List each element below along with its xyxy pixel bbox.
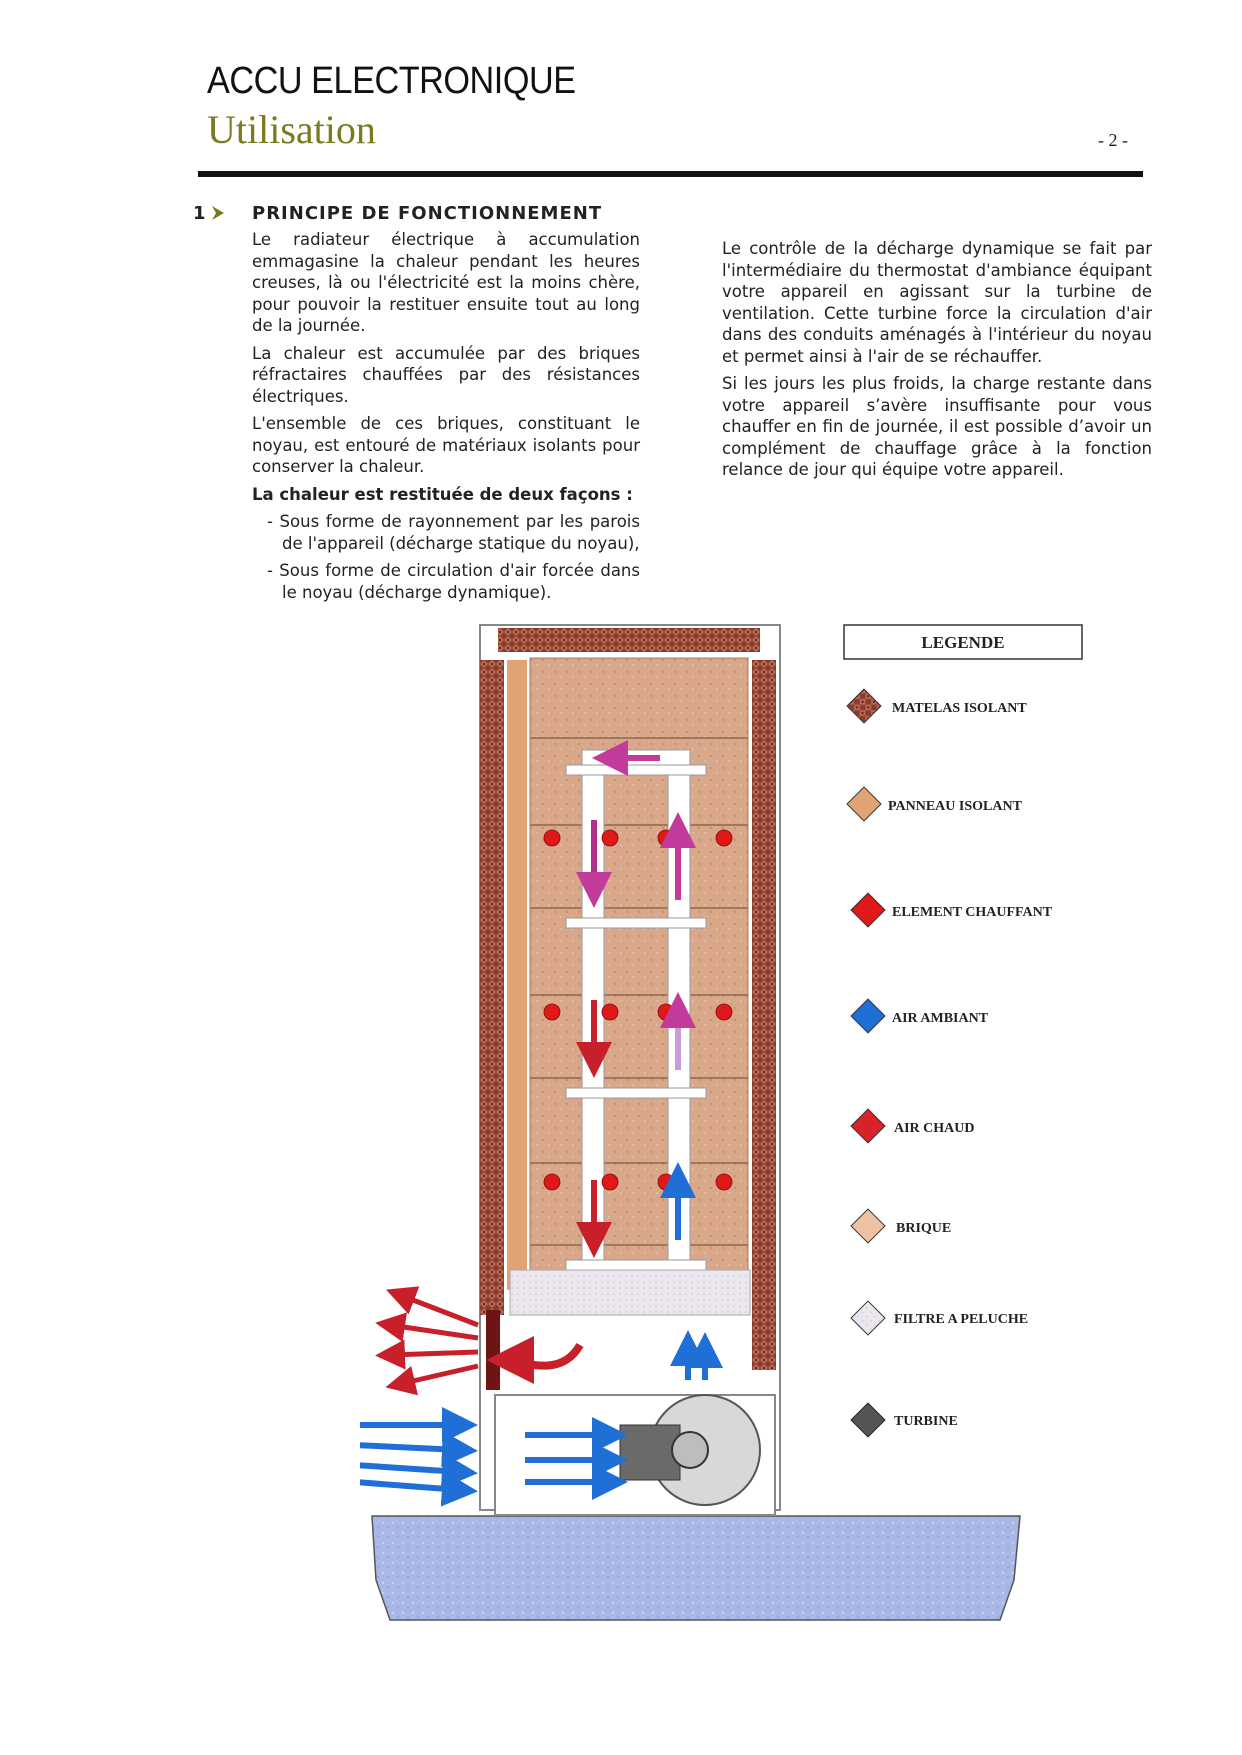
paragraph: L'ensemble de ces briques, constituant le noyau, est entouré de matériaux isolants pour conserver la chaleur. [252, 414, 640, 476]
legend-item [851, 999, 989, 1033]
panneau-isolant-icon [847, 787, 881, 821]
lint-filter [510, 1270, 750, 1315]
page-number: - 2 - [1098, 130, 1128, 150]
top-insulation [498, 628, 760, 652]
svg-text:AIR AMBIANT: AIR AMBIANT [892, 1011, 989, 1026]
document-subtitle: Utilisation [207, 107, 376, 152]
paragraph: Le radiateur électrique à accumulation emmagasine la chaleur pendant les heures creuses, là ou l'électricité est la moins chère, pour pouvoir la restituer ensuite tout au long de la journée. [252, 230, 640, 335]
insulation-panel [507, 660, 527, 1290]
document-title: ACCU ELECTRONIQUE [207, 60, 576, 102]
right-insulation [752, 660, 776, 1370]
svg-text:PANNEAU ISOLANT: PANNEAU ISOLANT [888, 799, 1022, 814]
floor [372, 1516, 1020, 1620]
radiator-diagram [360, 620, 1160, 1640]
element-chauffant-icon [851, 893, 885, 927]
left-column [252, 229, 640, 609]
outlet-grille [486, 1310, 500, 1390]
paragraph: Le contrôle de la décharge dynamique se fait par l'intermédiaire du thermostat d'ambiance équipant votre appareil en agissant sur la turbine de ventilation. Cette turbine force la circulation d'air dans des conduits aménagés à l'intérieur du noyau et permet ainsi à l'air de se réchauffer. [722, 239, 1152, 366]
legend-item [851, 1403, 958, 1437]
legend-title: LEGENDE [921, 633, 1005, 652]
svg-text:MATELAS ISOLANT: MATELAS ISOLANT [892, 701, 1027, 716]
brique-icon [851, 1209, 885, 1243]
section-title: PRINCIPE DE FONCTIONNEMENT [252, 203, 603, 224]
paragraph: Si les jours les plus froids, la charge restante dans votre appareil s’avère insuffisante pour vous chauffer en fin de journée, il est possible d’avoir un complément de chauffage grâce à la fonction relance de jour qui équipe votre appareil. [722, 374, 1152, 479]
svg-text:AIR CHAUD: AIR CHAUD [894, 1121, 975, 1136]
right-column [722, 238, 1152, 487]
svg-text:ELEMENT CHAUFFANT: ELEMENT CHAUFFANT [892, 905, 1053, 920]
air-chaud-icon [851, 1109, 885, 1143]
bullet-arrow-icon [211, 205, 225, 221]
legend-item [847, 689, 1027, 723]
legend-item [847, 787, 1023, 821]
svg-text:TURBINE: TURBINE [894, 1414, 958, 1429]
section-number: 1 [193, 203, 206, 224]
matelas-isolant-icon [847, 689, 881, 723]
legend-item [851, 893, 1053, 927]
header-rule [198, 171, 1143, 177]
bold-heading: La chaleur est restituée de deux façons : [252, 484, 633, 504]
bullet-item: - Sous forme de rayonnement par les parois de l'appareil (décharge statique du noyau), [267, 512, 640, 553]
paragraph: La chaleur est accumulée par des briques réfractaires chauffées par des résistances électriques. [252, 343, 640, 406]
legend-item [851, 1301, 1028, 1335]
filtre-peluche-icon [851, 1301, 885, 1335]
svg-text:BRIQUE: BRIQUE [896, 1221, 952, 1236]
air-ambiant-icon [851, 999, 885, 1033]
legend-item [851, 1209, 951, 1243]
bullet-item: - Sous forme de circulation d'air forcée dans le noyau (décharge dynamique). [267, 561, 640, 602]
legend-item [851, 1109, 974, 1143]
left-insulation [480, 660, 504, 1315]
turbine-icon [851, 1403, 885, 1437]
svg-text:FILTRE A PELUCHE: FILTRE A PELUCHE [894, 1312, 1029, 1327]
turbine-motor [620, 1425, 680, 1480]
